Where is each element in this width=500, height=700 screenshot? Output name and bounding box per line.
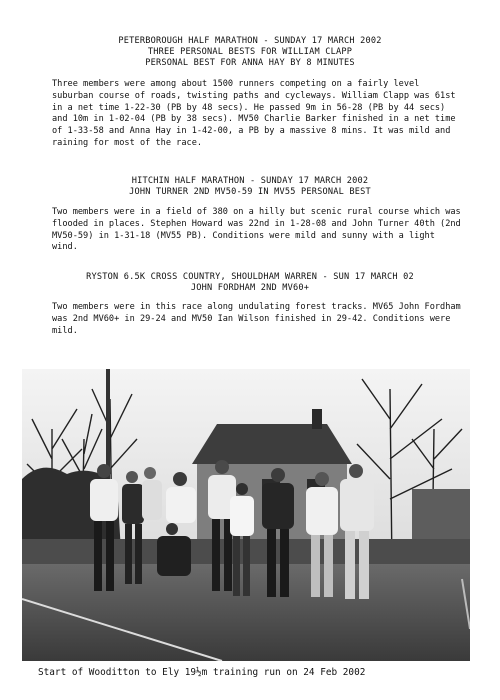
section-1-body: Three members were among about 1500 runners competing on a fairly level suburban course of roads, twisting paths and cycleways. William Clapp was 61st in a net time 1-22-30 (PB by 48 secs). He passed 9m in 56-28 (PB by 44 secs) and 10m in 1-02-04 (PB by 38 secs). MV50 Charlie Barker finished in a net time of 1-33-58 and Anna Hay in 1-42-00, a PB by a massive 8 mins. It was mild and raining for most of the race. bbox=[52, 79, 456, 148]
group-photo-illustration bbox=[22, 369, 470, 661]
section-2-title-line-1: HITCHIN HALF MARATHON - SUNDAY 17 MARCH 2002 bbox=[131, 176, 369, 186]
section-2-body: Two members were in a field of 380 on a hilly but scenic rural course which was flooded in places. Stephen Howard was 22nd in 1-28-08 and John Turner 40th (2nd MV50-59) in 1-31-18 (MV55 PB). Conditions were mild and sunny with a light wind. bbox=[52, 207, 461, 253]
section-3-title-line-1: RYSTON 6.5K CROSS COUNTRY, SHOULDHAM WARREN - SUN 17 MARCH 02 bbox=[86, 272, 414, 282]
section-2-title-line-2: JOHN TURNER 2ND MV50-59 IN MV55 PERSONAL BEST bbox=[129, 187, 371, 197]
section-1-title-line-1: PETERBOROUGH HALF MARATHON - SUNDAY 17 MARCH 2002 bbox=[118, 36, 382, 46]
section-2-heading bbox=[0, 176, 500, 198]
section-3-heading bbox=[0, 272, 500, 294]
photo-caption: Start of Wooditton to Ely 19½m training run on 24 Feb 2002 bbox=[38, 667, 366, 678]
section-3-body: Two members were in this race along undulating forest tracks. MV65 John Fordham was 2nd MV60+ in 29-24 and MV50 Ian Wilson finished in 29-42. Conditions were mild. bbox=[52, 302, 461, 336]
group-photo bbox=[22, 369, 470, 661]
section-1-heading bbox=[0, 36, 500, 69]
section-1-title-line-2: THREE PERSONAL BESTS FOR WILLIAM CLAPP bbox=[147, 47, 353, 57]
section-1-title-line-3: PERSONAL BEST FOR ANNA HAY BY 8 MINUTES bbox=[145, 58, 355, 68]
section-3-title-line-2: JOHN FORDHAM 2ND MV60+ bbox=[190, 283, 310, 293]
